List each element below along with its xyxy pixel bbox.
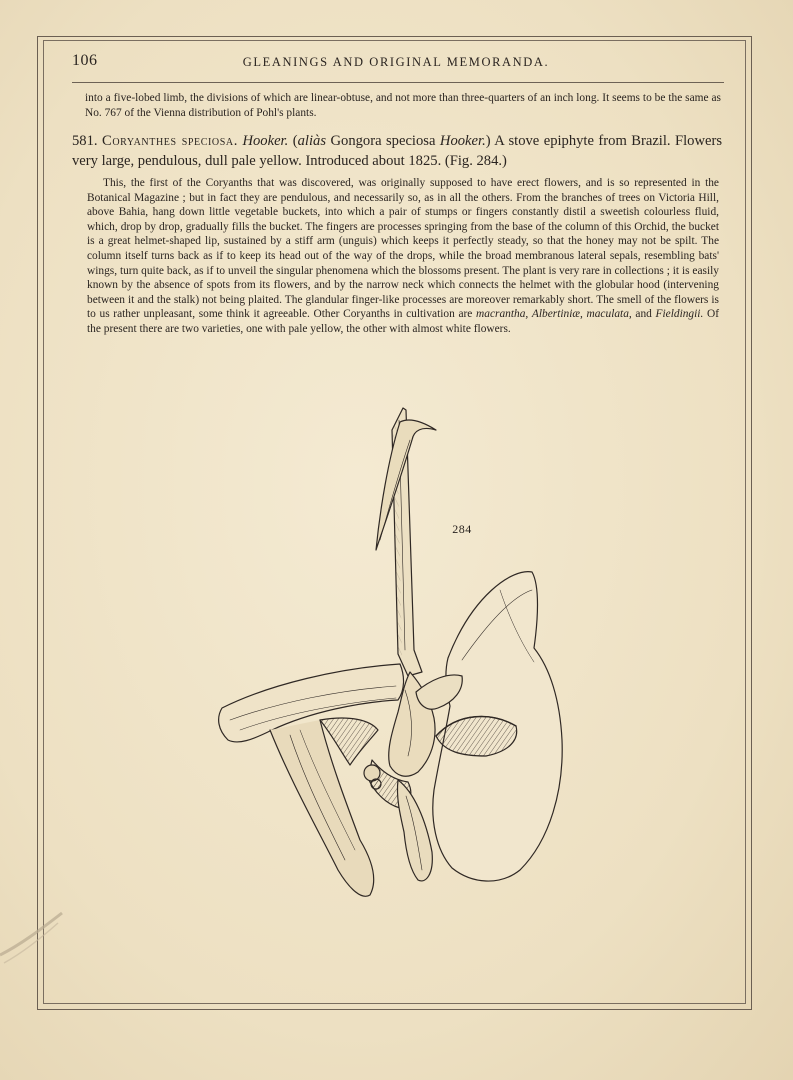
entry-body-paragraph bbox=[87, 176, 719, 337]
alias-name: Gongora speciosa bbox=[330, 133, 436, 149]
body-text-part1: This, the first of the Coryanths that was discovered, was originally supposed to have erect flowers, and is so represented in the Botanical Magazine ; but in fact they are pendulous, and necessarily so, as in all the others. From the branches of trees on Victoria Hill, above Bahia, hang down little vegetable buckets, into which a pair of stumps or fingers constantly distil a sweetish colourless fluid, which, drop by drop, gradually fills the bucket. The fingers are processes springing from the base of the column of this Orchid, the bucket is a great helmet-shaped lip, sustained by a stiff arm (unguis) which keeps it perfectly steady, so that the honey may not be spilt. The column itself turns back as if to keep its head out of the way of the drops, while the broad membranous lateral sepals, resembling bats' wings, turn quite back, as if to unveil the singular phenomena which the blossoms present. The plant is very rare in collections ; it is easily known by the absence of spots from its flowers, and by the narrow neck which connects the helmet with the globular hood (intervening between it and the stalk) not being plaited. The glandular finger-like processes are moreover remarkably short. The smell of the flowers is to us rather unpleasant, some think it agreeable. Other Coryanths in cultivation are bbox=[87, 177, 719, 321]
alias-authority: Hooker. bbox=[439, 133, 486, 149]
variety-name: Fieldingii. bbox=[655, 308, 704, 321]
alias-word: aliàs bbox=[297, 133, 327, 149]
alias-close-paren: ) bbox=[485, 133, 491, 149]
page-scuff-mark bbox=[0, 905, 70, 965]
header-rule bbox=[72, 82, 724, 83]
page-number: 106 bbox=[72, 52, 98, 69]
entry-species-name: Coryanthes speciosa. bbox=[102, 133, 238, 149]
variety-name: Albertiniæ, bbox=[531, 308, 583, 321]
variety-conjunction: and bbox=[635, 308, 652, 321]
entry-heading bbox=[72, 131, 722, 171]
body-text-part2: Of the present there are two varieties, one with pale yellow, the other with almost white flowers. bbox=[87, 308, 719, 335]
running-head bbox=[72, 52, 720, 74]
continuation-paragraph: into a five-lobed limb, the divisions of which are linear-obtuse, and not more than three-quarters of an inch long. It seems to be the same as No. 767 of the Vienna distribution of Pohl's plants. bbox=[85, 92, 721, 119]
entry-summary: A stove epiphyte from Brazil. Flowers very large, pendulous, dull pale yellow. Introduced about 1825. (Fig. 284.) bbox=[72, 133, 723, 169]
orchid-flower-illustration bbox=[200, 400, 590, 920]
entry-authority: Hooker. bbox=[242, 133, 289, 149]
alias-open-paren: ( bbox=[292, 133, 298, 149]
variety-name: maculata, bbox=[586, 308, 632, 321]
variety-name: macrantha, bbox=[476, 308, 529, 321]
entry-number: 581. bbox=[72, 133, 98, 149]
figure-number: 284 bbox=[452, 522, 472, 536]
running-head-title: GLEANINGS AND ORIGINAL MEMORANDA. bbox=[242, 55, 550, 69]
